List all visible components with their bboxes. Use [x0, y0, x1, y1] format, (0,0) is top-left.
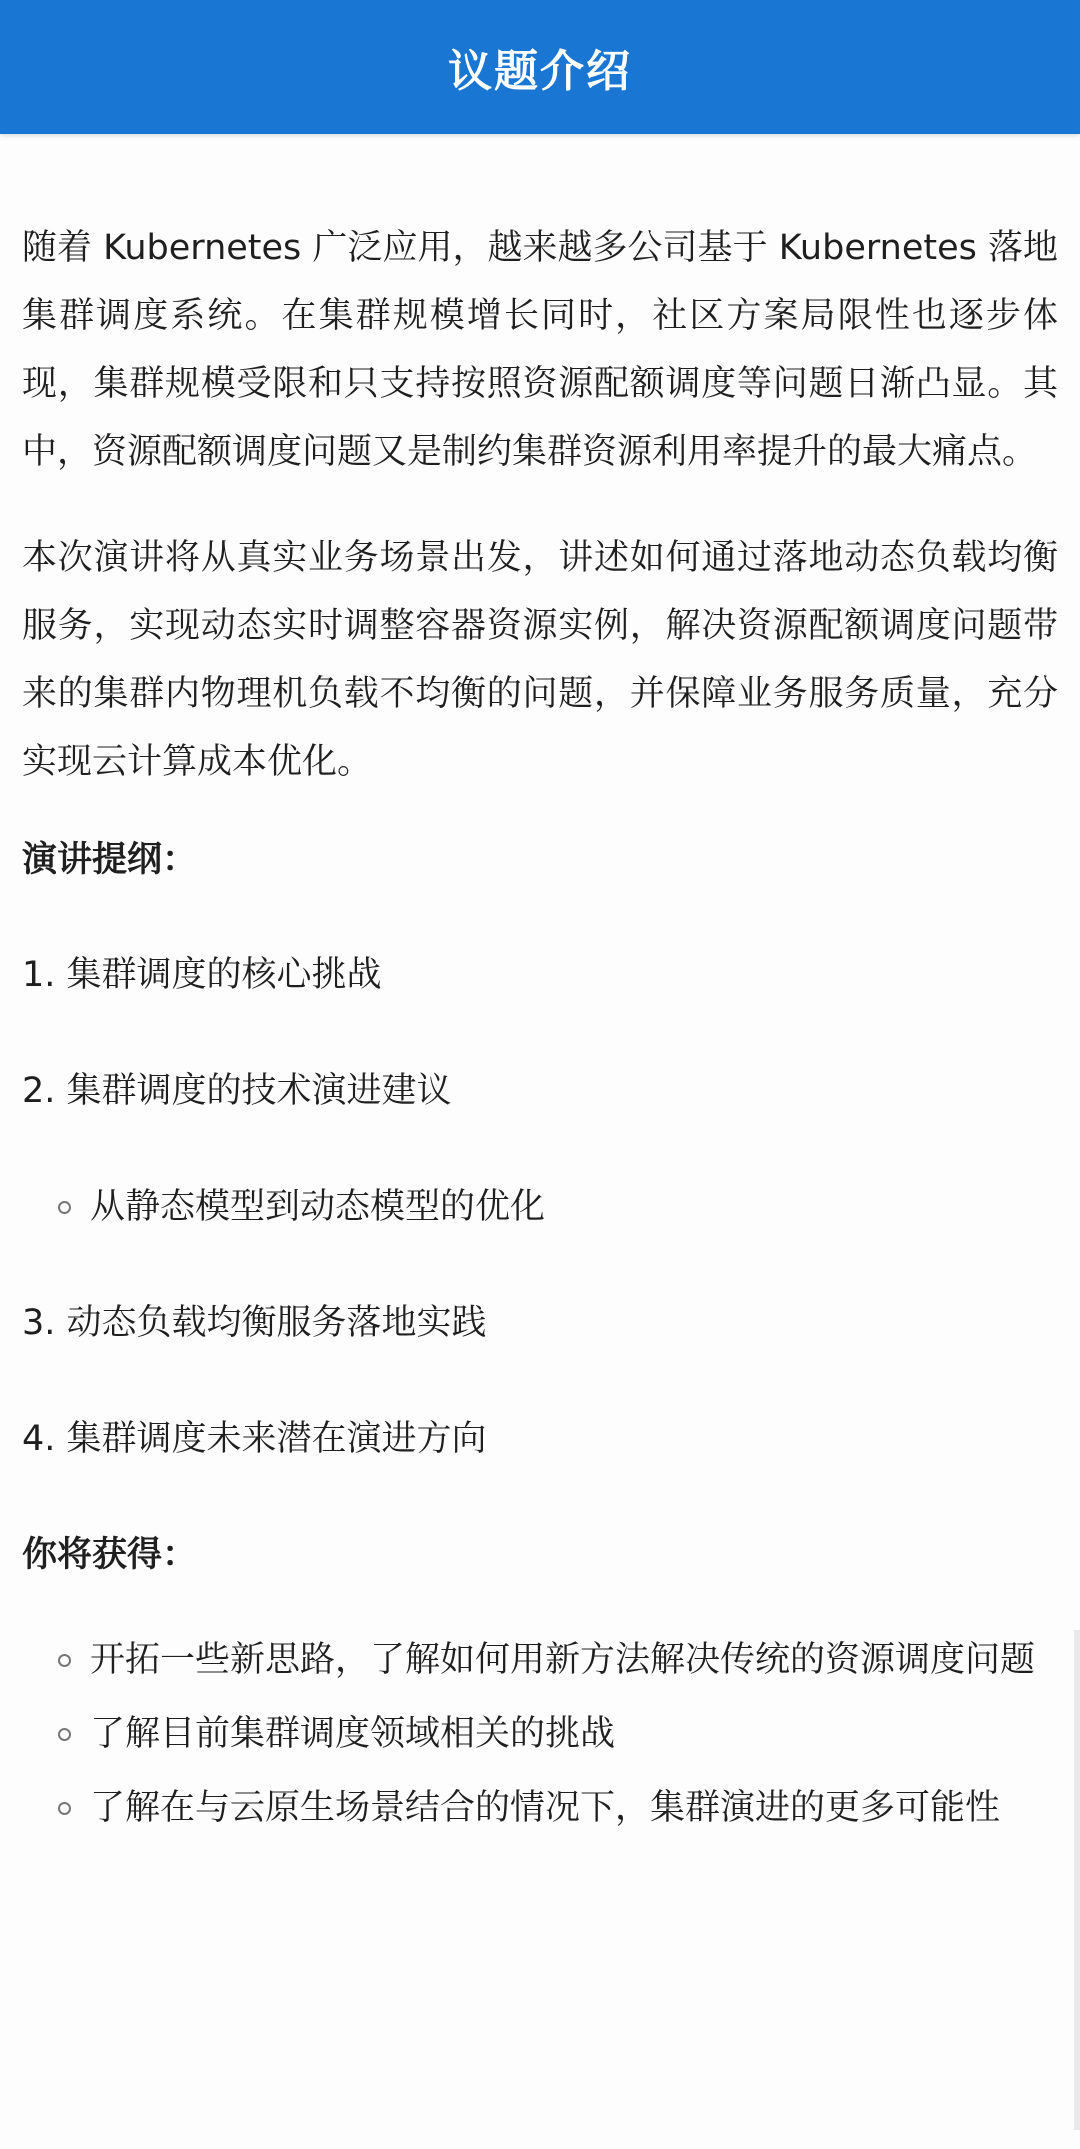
intro-paragraph: 随着 Kubernetes 广泛应用，越来越多公司基于 Kubernetes 落地集群调度系统。在集群规模增长同时，社区方案局限性也逐步体现，集群规模受限和只支持按照资源配额调度等问题日渐凸显。其中，资源配额调度问题又是制约集群资源利用率提升的最大痛点。 — [22, 228, 1058, 472]
outline-heading: 演讲提纲： — [22, 840, 198, 880]
outline-item: 2. 集群调度的技术演进建议 — [22, 1071, 452, 1111]
outline-item: 1. 集群调度的核心挑战 — [22, 955, 382, 995]
outline-item: 3. 动态负载均衡服务落地实践 — [22, 1303, 487, 1343]
gain-item-text: 了解目前集群调度领域相关的挑战 — [90, 1714, 616, 1754]
gains-list — [22, 1626, 1058, 1842]
page-title: 议题介绍 — [448, 46, 632, 97]
intro-paragraph: 本次演讲将从真实业务场景出发，讲述如何通过落地动态负载均衡服务，实现动态实时调整容器资源实例，解决资源配额调度问题带来的集群内物理机负载不均衡的问题，并保障业务服务质量，充分实现云计算成本优化。 — [22, 538, 1058, 782]
outline-sub-item — [22, 1173, 1058, 1241]
hollow-circle-bullet-icon — [58, 1774, 90, 1842]
outline-sub-item-text: 从静态模型到动态模型的优化 — [90, 1187, 546, 1227]
hollow-circle-bullet-icon — [58, 1173, 90, 1241]
hollow-circle-bullet-icon — [58, 1700, 90, 1768]
list-item — [22, 1774, 1058, 1842]
hollow-circle-bullet-icon — [58, 1626, 90, 1694]
gains-heading: 你将获得： — [22, 1535, 198, 1575]
gain-item-text: 开拓一些新思路，了解如何用新方法解决传统的资源调度问题 — [90, 1640, 1036, 1680]
scrollbar[interactable] — [1074, 1630, 1080, 2130]
list-item — [22, 1626, 1058, 1694]
gain-item-text: 了解在与云原生场景结合的情况下，集群演进的更多可能性 — [90, 1788, 1001, 1828]
outline-item: 4. 集群调度未来潜在演进方向 — [22, 1419, 487, 1459]
list-item — [22, 1700, 1058, 1768]
article-content — [0, 134, 1080, 1842]
top-app-bar — [0, 0, 1080, 134]
